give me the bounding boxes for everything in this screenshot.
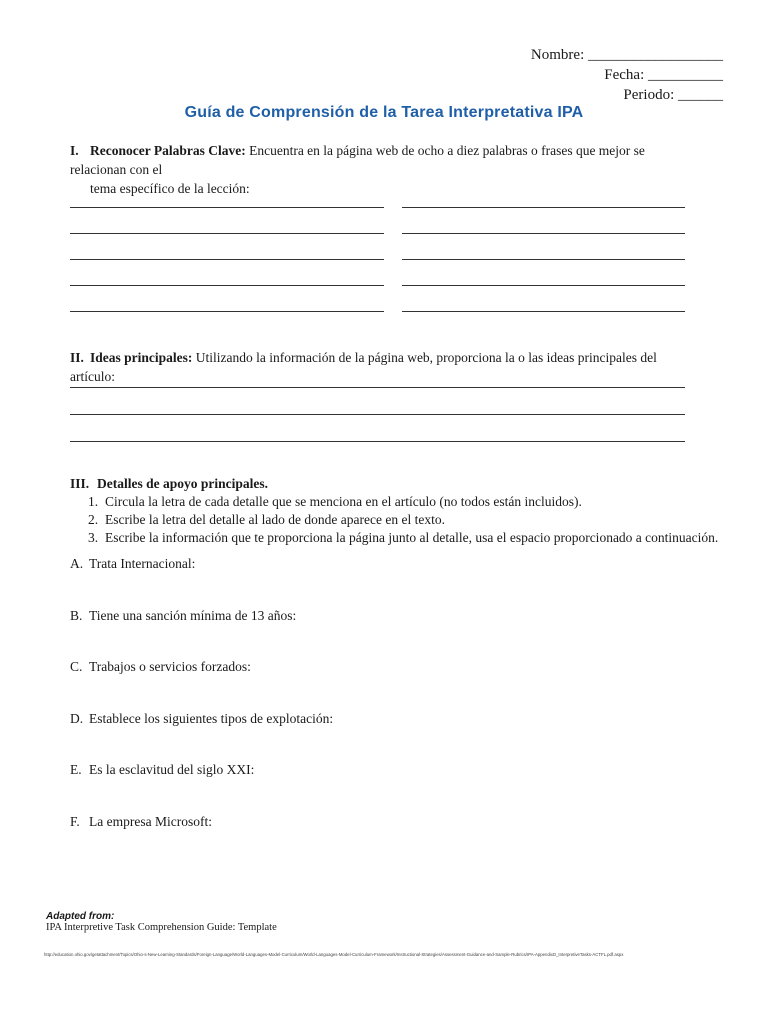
nombre-field: Nombre: __________________ bbox=[530, 47, 723, 63]
steps-list bbox=[88, 493, 718, 547]
step-item: 1. Circula la letra de cada detalle que se menciona en el artículo (no todos están incluidos). bbox=[88, 494, 582, 509]
section-main-ideas bbox=[70, 348, 700, 386]
answer-line[interactable] bbox=[402, 259, 685, 260]
answer-line[interactable] bbox=[402, 233, 685, 234]
section-instructions: Utilizando la información de la página web, proporciona la o las ideas principales del artículo: bbox=[70, 350, 657, 384]
detail-item-a[interactable]: A. Trata Internacional: bbox=[70, 556, 196, 571]
answer-line[interactable] bbox=[70, 259, 384, 260]
section-number: II. bbox=[70, 350, 84, 365]
section-instructions: Encuentra en la página web de ocho a diez palabras o frases que mejor se relacionan con el bbox=[70, 143, 645, 177]
section-number: I. bbox=[70, 143, 79, 158]
answer-line[interactable] bbox=[402, 207, 685, 208]
answer-line[interactable] bbox=[402, 311, 685, 312]
detail-item-c[interactable]: C. Trabajos o servicios forzados: bbox=[70, 659, 251, 674]
detail-item-e[interactable]: E. Es la esclavitud del siglo XXI: bbox=[70, 762, 255, 777]
section-heading: Detalles de apoyo principales. bbox=[97, 476, 268, 491]
detail-item-b[interactable]: B. Tiene una sanción mínima de 13 años: bbox=[70, 608, 297, 623]
section-number: III. bbox=[70, 476, 90, 491]
section-instructions-cont: tema específico de la lección: bbox=[90, 181, 250, 196]
answer-line[interactable] bbox=[70, 233, 384, 234]
answer-line[interactable] bbox=[402, 285, 685, 286]
source-url-link[interactable]: http://education.ohio.gov/getattachment/Topics/Ohio-s-New-Learning-Standards/Foreign-Language/World-Languages-Model-Curriculum/World-Languages-Model-Curriculum-Framework/Instructional-Strategies/Assessment-Guidance-and-Sample-Rubrics/IPA-AppendixD_InterpretiveTasks-ACTFL.pdf.aspx bbox=[44, 952, 624, 957]
student-info-header bbox=[531, 45, 723, 105]
source-title: IPA Interpretive Task Comprehension Guide: Template bbox=[46, 922, 277, 933]
answer-line[interactable] bbox=[70, 285, 384, 286]
section-heading: Ideas principales: bbox=[90, 350, 193, 365]
step-item: 2. Escribe la letra del detalle al lado de donde aparece en el texto. bbox=[88, 512, 445, 527]
document-title: Guía de Comprensión de la Tarea Interpretativa IPA bbox=[184, 104, 584, 121]
answer-line[interactable] bbox=[70, 414, 685, 415]
periodo-field: Periodo: ______ bbox=[623, 87, 723, 103]
answer-line[interactable] bbox=[70, 207, 384, 208]
section-supporting-details bbox=[70, 474, 700, 493]
adapted-from-label: Adapted from: bbox=[46, 911, 115, 922]
detail-item-f[interactable]: F. La empresa Microsoft: bbox=[70, 814, 212, 829]
answer-line[interactable] bbox=[70, 387, 685, 388]
fecha-field: Fecha: __________ bbox=[604, 67, 723, 83]
detail-item-d[interactable]: D. Establece los siguientes tipos de explotación: bbox=[70, 711, 334, 726]
answer-line[interactable] bbox=[70, 311, 384, 312]
section-keywords bbox=[70, 141, 700, 198]
section-heading: Reconocer Palabras Clave: bbox=[90, 143, 246, 158]
step-item: 3. Escribe la información que te proporciona la página junto al detalle, usa el espacio proporcionado a continuación. bbox=[88, 530, 719, 545]
answer-line[interactable] bbox=[70, 441, 685, 442]
